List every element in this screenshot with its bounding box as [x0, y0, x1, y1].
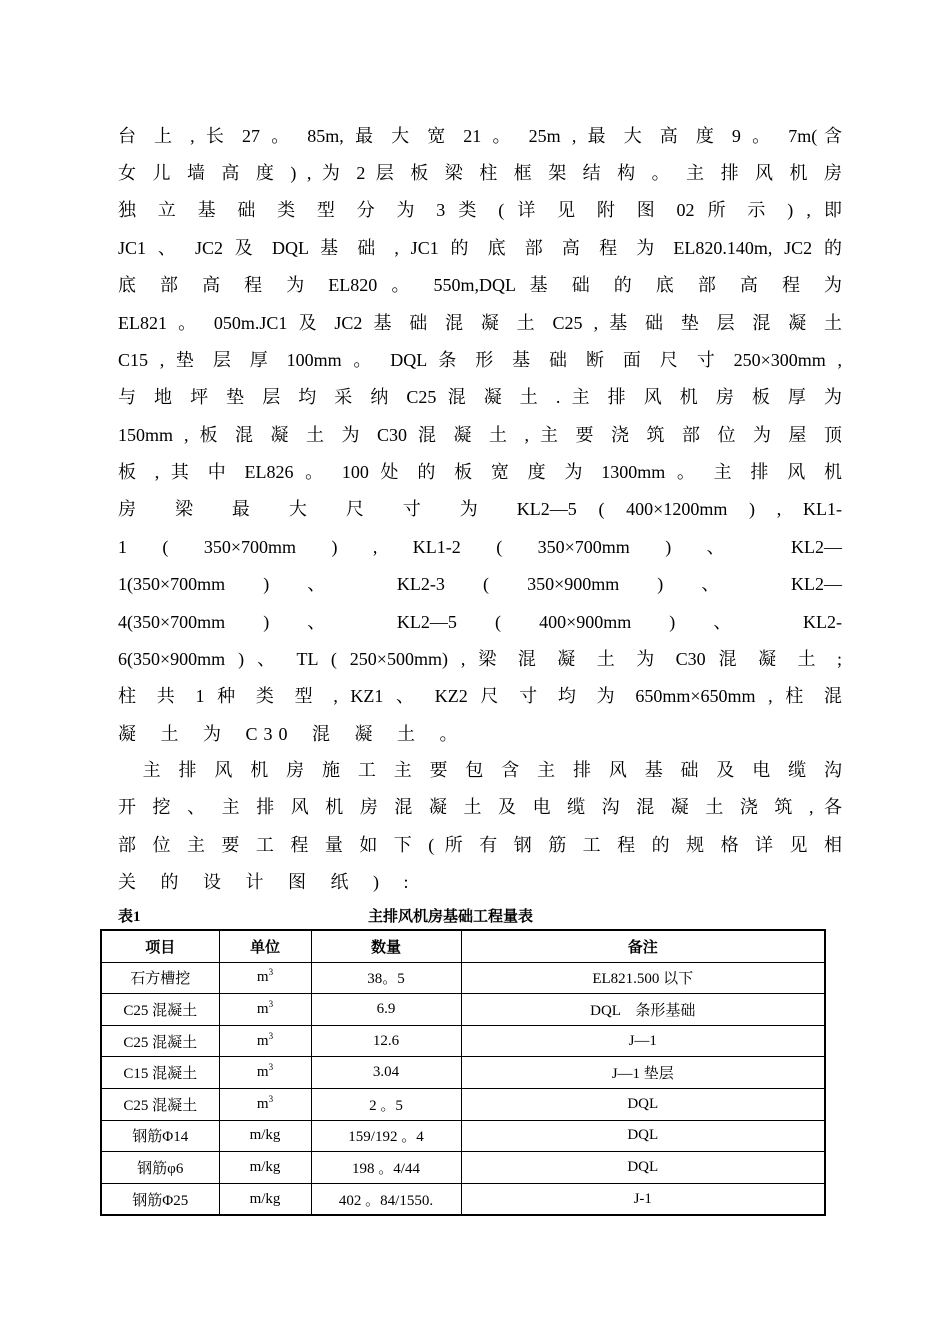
text-line: 板 , 其 中 EL826 。 100 处 的 板 宽 度 为 1300mm 。 主 排 风 机 [118, 462, 842, 482]
cell-unit [219, 1088, 311, 1120]
text-line: 房 梁 最 大 尺 寸 为 KL2—5 ( 400×1200mm ) , KL1- [118, 499, 842, 519]
text-line: 150mm , 板 混 凝 土 为 C30 混 凝 土 , 主 要 浇 筑 部 位 为 屋 顶 [118, 425, 842, 445]
unit-superscript: 3 [268, 1093, 274, 1104]
text-line: JC1 、 JC2 及 DQL 基 础 , JC1 的 底 部 高 程 为 EL820.140m, JC2 的 [118, 238, 842, 258]
cell-quantity: 6.9 [311, 994, 461, 1026]
text-line: C15 , 垫 层 厚 100mm 。 DQL 条 形 基 础 断 面 尺 寸 250×300mm , [118, 350, 842, 370]
text-line: 与 地 坪 垫 层 均 采 纳 C25 混 凝 土 . 主 排 风 机 房 板 厚 为 [118, 387, 842, 407]
cell-unit [219, 1120, 311, 1152]
text-line: 主 排 风 机 房 施 工 主 要 包 含 主 排 风 基 础 及 电 缆 沟 [118, 760, 842, 780]
cell-item: 钢筋Φ14 [101, 1120, 219, 1152]
column-header: 数量 [311, 930, 461, 962]
column-header: 单位 [219, 930, 311, 962]
unit-text: m/kg [249, 1190, 281, 1207]
text-line: 关 的 设 计 图 纸 ) : [118, 872, 415, 892]
cell-note: DQL 条形基础 [461, 994, 825, 1026]
text-line: 底 部 高 程 为 EL820 。 550m,DQL 基 础 的 底 部 高 程 为 [118, 275, 842, 295]
cell-unit [219, 962, 311, 994]
table-header-row [101, 930, 825, 962]
cell-quantity: 12.6 [311, 1025, 461, 1057]
table-row [101, 962, 825, 994]
cell-quantity: 159/192 。4 [311, 1120, 461, 1152]
text-line: 1(350×700mm ) 、 KL2-3 ( 350×900mm ) 、 KL2— [118, 574, 842, 594]
unit-superscript: 3 [268, 1062, 274, 1073]
unit-text: m/kg [249, 1127, 281, 1144]
unit-text: m [256, 1064, 269, 1081]
table-row [101, 1183, 825, 1215]
unit-superscript: 3 [268, 1030, 274, 1041]
unit-text: m [256, 1032, 269, 1049]
cell-note: J—1 [461, 1025, 825, 1057]
text-line: 1 ( 350×700mm ) , KL1-2 ( 350×700mm ) 、 KL2— [118, 537, 842, 557]
quantity-table [100, 929, 826, 1216]
cell-quantity: 2 。5 [311, 1088, 461, 1120]
unit-superscript: 3 [268, 967, 274, 978]
cell-note: DQL [461, 1088, 825, 1120]
unit-text: m [256, 1000, 269, 1017]
cell-quantity: 38。5 [311, 962, 461, 994]
unit-text: m/kg [249, 1158, 281, 1175]
unit-text: m [256, 1095, 269, 1112]
cell-note: DQL [461, 1120, 825, 1152]
cell-unit [219, 1183, 311, 1215]
text-line: 开 挖 、 主 排 风 机 房 混 凝 土 及 电 缆 沟 混 凝 土 浇 筑 , 各 [118, 797, 842, 817]
cell-note: J—1 垫层 [461, 1057, 825, 1089]
text-line: 独 立 基 础 类 型 分 为 3 类 ( 详 见 附 图 02 所 示 ) , 即 [118, 200, 842, 220]
cell-unit [219, 1025, 311, 1057]
cell-quantity: 3.04 [311, 1057, 461, 1089]
cell-item: C25 混凝土 [101, 1088, 219, 1120]
text-line: 部 位 主 要 工 程 量 如 下 ( 所 有 钢 筋 工 程 的 规 格 详 见 相 [118, 835, 842, 855]
cell-item: 石方槽挖 [101, 962, 219, 994]
cell-note: DQL [461, 1152, 825, 1184]
text-line: 女 儿 墙 高 度 ) , 为 2 层 板 梁 柱 框 架 结 构 。 主 排 风 机 房 [118, 163, 842, 183]
cell-item: C25 混凝土 [101, 1025, 219, 1057]
cell-item: 钢筋φ6 [101, 1152, 219, 1184]
table-row [101, 1025, 825, 1057]
cell-note: J-1 [461, 1183, 825, 1215]
text-line: EL821 。 050m.JC1 及 JC2 基 础 混 凝 土 C25 , 基 础 垫 层 混 凝 土 [118, 313, 842, 333]
table-row [101, 1120, 825, 1152]
text-line: 4(350×700mm ) 、 KL2—5 ( 400×900mm ) 、 KL2- [118, 612, 842, 632]
cell-unit [219, 994, 311, 1026]
cell-item: C25 混凝土 [101, 994, 219, 1026]
cell-unit [219, 1152, 311, 1184]
cell-note: EL821.500 以下 [461, 962, 825, 994]
cell-quantity: 198 。4/44 [311, 1152, 461, 1184]
cell-item: 钢筋Φ25 [101, 1183, 219, 1215]
cell-item: C15 混凝土 [101, 1057, 219, 1089]
table-row [101, 1152, 825, 1184]
table-title: 主排风机房基础工程量表 [368, 909, 534, 925]
table-row [101, 994, 825, 1026]
cell-unit [219, 1057, 311, 1089]
table-label: 表1 [118, 909, 141, 925]
unit-text: m [256, 969, 269, 986]
text-line: 台 上 , 长 27 。 85m, 最 大 宽 21 。 25m , 最 大 高 度 9 。 7m(含 [118, 126, 842, 146]
text-line: 柱 共 1 种 类 型 , KZ1 、 KZ2 尺 寸 均 为 650mm×650mm , 柱 混 [118, 686, 842, 706]
table-row [101, 1057, 825, 1089]
unit-superscript: 3 [268, 998, 274, 1009]
text-line: 凝 土 为 C30 混 凝 土 。 [118, 724, 464, 744]
table-caption [118, 906, 842, 928]
column-header: 项目 [101, 930, 219, 962]
text-line: 6(350×900mm ) 、 TL ( 250×500mm) , 梁 混 凝 土 为 C30 混 凝 土 ; [118, 649, 842, 669]
cell-quantity: 402 。84/1550. [311, 1183, 461, 1215]
column-header: 备注 [461, 930, 825, 962]
table-row [101, 1088, 825, 1120]
